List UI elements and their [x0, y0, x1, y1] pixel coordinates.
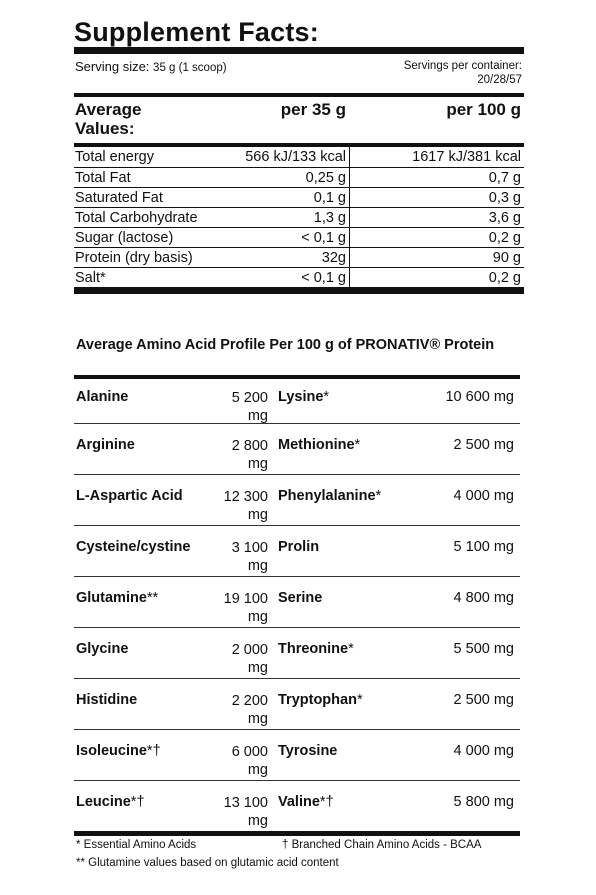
nutrient-per-100g: 90 g — [492, 250, 521, 266]
nutrition-row — [74, 247, 524, 267]
nutrition-row — [74, 147, 524, 167]
amino-value: 19 100 mg — [223, 591, 268, 625]
nutrient-per-100g: 0,2 g — [488, 270, 521, 286]
nutrient-per-35g: 0,1 g — [313, 190, 346, 206]
amino-mark: * — [356, 692, 363, 708]
amino-name-text: Threonine — [278, 641, 349, 657]
amino-name — [76, 692, 137, 708]
amino-row — [74, 375, 520, 423]
amino-value: 2 500 mg — [453, 437, 514, 453]
amino-name-text: Arginine — [76, 437, 135, 453]
amino-name — [76, 794, 145, 810]
amino-mark: *† — [130, 794, 145, 810]
amino-name — [278, 641, 354, 657]
amino-mark: * — [348, 641, 354, 657]
nutrient-name: Total Fat — [75, 170, 131, 186]
amino-name-text: Glycine — [76, 641, 129, 657]
nutrition-row — [74, 187, 524, 207]
amino-value: 3 100 mg — [231, 540, 268, 574]
amino-value: 10 600 mg — [445, 389, 514, 405]
amino-value: 4 800 mg — [453, 590, 514, 606]
nutrient-name: Sugar (lactose) — [75, 230, 174, 246]
nutrition-row — [74, 207, 524, 227]
nutrient-name: Total Carbohydrate — [75, 210, 198, 226]
amino-row — [74, 576, 520, 627]
nutrition-row — [74, 227, 524, 247]
servings-per-container-value: 20/28/57 — [477, 74, 522, 86]
amino-name — [76, 488, 183, 504]
nutrient-name: Saturated Fat — [75, 190, 163, 206]
amino-name-text: Cysteine/cystine — [76, 539, 191, 555]
amino-name-text: Methionine — [278, 437, 355, 453]
nutrient-per-35g: 32g — [321, 250, 346, 266]
amino-mark: * — [323, 389, 330, 405]
divider — [74, 47, 524, 54]
amino-value: 2 200 mg — [231, 693, 268, 727]
footnote-bcaa: † Branched Chain Amino Acids - BCAA — [282, 839, 482, 851]
amino-name-text: Phenylalanine — [278, 488, 376, 504]
amino-mark: * — [354, 437, 361, 453]
amino-value: 5 100 mg — [453, 539, 514, 555]
amino-value: 12 300 mg — [223, 489, 268, 523]
supplement-facts-panel — [74, 0, 524, 294]
amino-mark: * — [375, 488, 382, 504]
nutrient-per-35g: < 0,1 g — [301, 230, 346, 246]
amino-name — [76, 437, 135, 453]
amino-mark: *† — [146, 743, 161, 759]
amino-row — [74, 729, 520, 780]
amino-name-text: Isoleucine — [76, 743, 147, 759]
column-divider — [349, 248, 350, 268]
amino-acid-profile — [74, 337, 520, 872]
nutrition-row — [74, 267, 524, 287]
amino-value: 2 800 mg — [231, 438, 268, 472]
amino-name — [278, 389, 329, 405]
nutrient-name: Salt* — [75, 270, 106, 286]
amino-title: Average Amino Acid Profile Per 100 g of PRONATIV® Protein — [76, 337, 495, 353]
nutrient-per-100g: 3,6 g — [488, 210, 521, 226]
amino-mark: ** — [146, 590, 159, 606]
nutrition-row — [74, 167, 524, 187]
amino-value: 5 500 mg — [453, 641, 514, 657]
column-divider — [349, 188, 350, 208]
amino-name-text: Prolin — [278, 539, 320, 555]
footnote-glutamine: ** Glutamine values based on glutamic acid content — [76, 857, 339, 869]
nutrient-name: Protein (dry basis) — [75, 250, 193, 266]
nutrient-per-35g: 566 kJ/133 kcal — [245, 149, 346, 165]
nutrient-per-100g: 1617 kJ/381 kcal — [412, 149, 521, 165]
amino-name-text: Serine — [278, 590, 323, 606]
nutrient-per-35g: < 0,1 g — [301, 270, 346, 286]
amino-value: 2 000 mg — [231, 642, 268, 676]
amino-name-text: Glutamine — [76, 590, 147, 606]
nutrient-per-100g: 0,2 g — [488, 230, 521, 246]
amino-name-text: L-Aspartic Acid — [76, 488, 183, 504]
amino-row — [74, 678, 520, 729]
amino-name-text: Histidine — [76, 692, 138, 708]
amino-row — [74, 423, 520, 474]
column-divider — [349, 228, 350, 248]
column-divider — [349, 208, 350, 228]
column-divider — [349, 147, 350, 168]
amino-mark: *† — [319, 794, 334, 810]
footnote-essential: * Essential Amino Acids — [76, 839, 197, 851]
amino-name — [278, 539, 319, 555]
amino-name — [278, 590, 322, 606]
panel-title: Supplement Facts: — [74, 17, 319, 47]
amino-name — [278, 794, 334, 810]
nutrient-per-35g: 0,25 g — [305, 170, 346, 186]
amino-row — [74, 627, 520, 678]
amino-name-text: Alanine — [76, 389, 129, 405]
header-average-values: Average Values: — [75, 100, 142, 138]
footnote-row — [74, 836, 520, 854]
amino-name-text: Leucine — [76, 794, 131, 810]
amino-row — [74, 474, 520, 525]
amino-name — [278, 692, 363, 708]
nutrition-header — [74, 97, 524, 143]
amino-value: 13 100 mg — [223, 795, 268, 829]
amino-name-text: Tyrosine — [278, 743, 338, 759]
amino-name — [76, 539, 190, 555]
amino-value: 4 000 mg — [453, 743, 514, 759]
amino-value: 5 800 mg — [453, 794, 514, 810]
amino-name-text: Lysine — [278, 389, 324, 405]
nutrient-per-35g: 1,3 g — [313, 210, 346, 226]
servings-per-container-label: Servings per container: — [403, 60, 522, 72]
amino-name — [76, 641, 128, 657]
amino-table — [74, 375, 520, 831]
amino-name — [76, 389, 128, 405]
amino-value: 2 500 mg — [453, 692, 514, 708]
amino-row — [74, 525, 520, 576]
amino-name — [76, 590, 158, 606]
nutrient-per-100g: 0,7 g — [488, 170, 521, 186]
amino-value: 5 200 mg — [231, 390, 268, 424]
header-per-35g: per 35 g — [280, 100, 346, 119]
divider — [74, 287, 524, 294]
amino-name-text: Tryptophan — [278, 692, 357, 708]
column-divider — [349, 268, 350, 288]
amino-name — [278, 743, 337, 759]
amino-row — [74, 780, 520, 831]
amino-name — [76, 743, 161, 759]
serving-info — [74, 54, 524, 93]
header-per-100g: per 100 g — [446, 100, 521, 119]
amino-name — [278, 488, 381, 504]
serving-size-label: Serving size: — [75, 59, 154, 74]
serving-size-value: 35 g (1 scoop) — [153, 62, 227, 74]
nutrient-per-100g: 0,3 g — [488, 190, 521, 206]
column-divider — [349, 168, 350, 188]
amino-value: 6 000 mg — [231, 744, 268, 778]
nutrition-table — [74, 147, 524, 287]
nutrient-name: Total energy — [75, 149, 154, 165]
serving-size — [75, 59, 227, 74]
amino-name — [278, 437, 360, 453]
amino-value: 4 000 mg — [453, 488, 514, 504]
amino-name-text: Valine — [278, 794, 320, 810]
servings-per-container — [404, 59, 522, 87]
